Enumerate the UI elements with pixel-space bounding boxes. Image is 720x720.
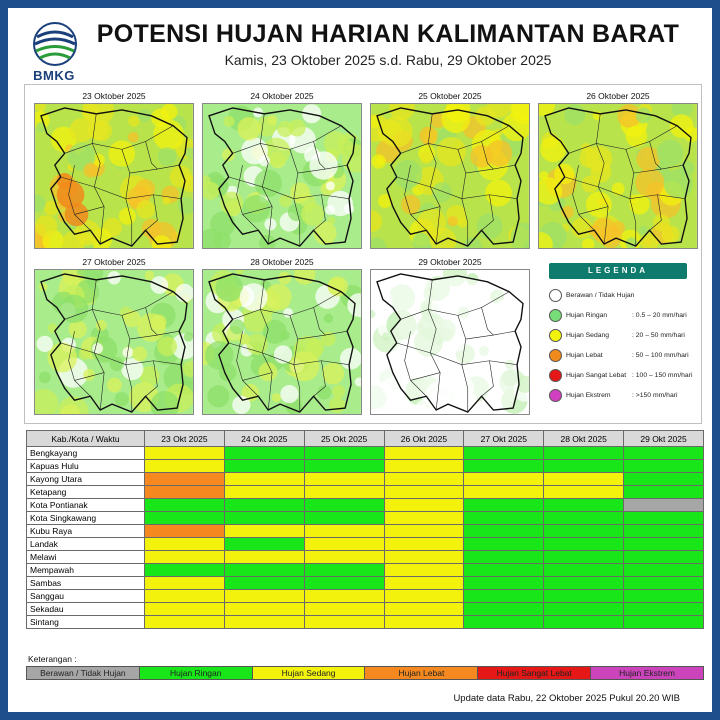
rain-field-patch (540, 137, 565, 162)
forecast-map-svg (34, 103, 194, 249)
rain-field-patch (107, 378, 122, 393)
forecast-cell (624, 590, 704, 603)
forecast-cell (464, 603, 544, 616)
region-name: Mempawah (27, 564, 145, 577)
heavy-rain-patch (65, 203, 89, 227)
rain-field-patch (309, 151, 337, 179)
forecast-cell (304, 512, 384, 525)
forecast-cell (384, 577, 464, 590)
forecast-cell (145, 590, 225, 603)
legend-swatch (549, 349, 562, 362)
region-name: Bengkayang (27, 447, 145, 460)
keterangan-label: Keterangan : (28, 654, 77, 664)
rain-field-patch (382, 333, 390, 341)
forecast-cell (224, 577, 304, 590)
legend-item-name: Hujan Sangat Lebat (566, 372, 627, 379)
rain-field-patch (259, 362, 278, 381)
rain-field-patch (393, 160, 422, 189)
rain-field-patch (626, 125, 648, 147)
forecast-map (34, 257, 194, 415)
rain-field-patch (301, 203, 324, 226)
forecast-cell (624, 486, 704, 499)
forecast-cell (624, 473, 704, 486)
forecast-cell (384, 616, 464, 629)
region-name: Kota Singkawang (27, 512, 145, 525)
legend-item-name: Hujan Ekstrem (566, 392, 611, 399)
forecast-cell (224, 460, 304, 473)
forecast-map-date: 26 Oktober 2025 (586, 91, 650, 101)
region-name: Sintang (27, 616, 145, 629)
forecast-cell (224, 486, 304, 499)
table-row (27, 525, 704, 538)
forecast-cell (304, 564, 384, 577)
rain-field-patch (477, 213, 503, 239)
rain-field-patch (485, 180, 512, 207)
forecast-cell (544, 447, 624, 460)
forecast-map (370, 91, 530, 249)
region-name: Landak (27, 538, 145, 551)
legend-item (547, 329, 695, 343)
rain-table (26, 430, 704, 629)
forecast-cell (304, 486, 384, 499)
update-info: Update data Rabu, 22 Oktober 2025 Pukul 20.20 WIB (453, 693, 680, 704)
forecast-cell (624, 577, 704, 590)
rain-field-patch (35, 215, 57, 237)
forecast-cell (544, 564, 624, 577)
forecast-map (370, 257, 530, 415)
table-row (27, 551, 704, 564)
legend-item-name: Hujan Ringan (566, 312, 608, 319)
rain-field-patch (224, 116, 235, 127)
table-row (27, 447, 704, 460)
forecast-cell (145, 447, 225, 460)
forecast-map-svg (34, 269, 194, 415)
forecast-map (202, 91, 362, 249)
rain-field-patch (653, 214, 670, 231)
forecast-cell (384, 551, 464, 564)
rain-field-patch (564, 104, 585, 125)
forecast-cell (544, 473, 624, 486)
legend-swatch (549, 309, 562, 322)
forecast-cell (304, 525, 384, 538)
table-row (27, 460, 704, 473)
rain-field-patch (636, 147, 660, 171)
keterangan-item: Hujan Sedang (253, 667, 366, 679)
legend-item-range: : 0.5 – 20 mm/hari (632, 312, 687, 319)
forecast-cell (224, 447, 304, 460)
forecast-map-svg (370, 103, 530, 249)
forecast-map-svg (202, 103, 362, 249)
forecast-cell (464, 551, 544, 564)
legend-item (547, 369, 695, 383)
forecast-cell (145, 499, 225, 512)
rain-field-patch (184, 332, 193, 341)
forecast-cell (624, 512, 704, 525)
rain-field-patch (401, 195, 420, 214)
forecast-cell (544, 499, 624, 512)
forecast-cell (145, 473, 225, 486)
rain-field-patch (237, 117, 260, 140)
rain-field-patch (83, 163, 98, 178)
rain-field-patch (290, 182, 310, 202)
region-name: Melawi (27, 551, 145, 564)
rain-field-patch (329, 397, 345, 413)
rain-field-patch (259, 155, 270, 166)
rain-field-patch (376, 157, 384, 165)
legend (547, 261, 692, 411)
forecast-map-svg (202, 269, 362, 415)
forecast-cell (145, 538, 225, 551)
forecast-map-date: 28 Oktober 2025 (250, 257, 314, 267)
rain-field-patch (83, 369, 95, 381)
legend-item-range: : 20 – 50 mm/hari (632, 332, 685, 339)
keterangan-bar (26, 666, 704, 680)
rain-field-patch (267, 115, 277, 125)
rain-field-patch (314, 222, 337, 245)
rain-field-patch (502, 112, 530, 141)
forecast-cell (145, 616, 225, 629)
page-title: POTENSI HUJAN HARIAN KALIMANTAN BARAT (96, 20, 680, 48)
keterangan-item: Hujan Sangat Lebat (478, 667, 591, 679)
forecast-cell (304, 577, 384, 590)
rain-field-patch (470, 145, 493, 168)
region-name: Sanggau (27, 590, 145, 603)
legend-item-range: : >150 mm/hari (632, 392, 678, 399)
forecast-cell (464, 512, 544, 525)
forecast-cell (224, 551, 304, 564)
region-name: Kayong Utara (27, 473, 145, 486)
region-name: Kubu Raya (27, 525, 145, 538)
forecast-cell (464, 590, 544, 603)
legend-item (547, 289, 695, 303)
legend-item (547, 389, 695, 403)
table-date-header: 29 Okt 2025 (624, 431, 704, 447)
forecast-cell (464, 460, 544, 473)
forecast-cell (544, 486, 624, 499)
forecast-cell (464, 473, 544, 486)
forecast-cell (145, 460, 225, 473)
forecast-cell (304, 551, 384, 564)
forecast-cell (224, 564, 304, 577)
forecast-cell (145, 577, 225, 590)
table-row (27, 577, 704, 590)
legend-swatch (549, 329, 562, 342)
forecast-map-svg (538, 103, 698, 249)
rain-field-patch (163, 197, 171, 205)
forecast-map (202, 257, 362, 415)
table-row (27, 590, 704, 603)
rain-field-patch (265, 284, 292, 311)
table-row (27, 499, 704, 512)
keterangan-item: Hujan Lebat (365, 667, 478, 679)
forecast-cell (145, 603, 225, 616)
rain-field-patch (157, 336, 177, 356)
forecast-cell (464, 538, 544, 551)
legend-swatch (549, 289, 562, 302)
forecast-cell (544, 512, 624, 525)
forecast-cell (464, 616, 544, 629)
rain-field-patch (37, 336, 53, 352)
rain-field-patch (447, 216, 457, 226)
rain-field-patch (280, 385, 298, 403)
forecast-cell (544, 538, 624, 551)
forecast-cell (624, 551, 704, 564)
forecast-cell (624, 538, 704, 551)
rain-field-patch (332, 385, 345, 398)
forecast-cell (224, 590, 304, 603)
forecast-cell (544, 525, 624, 538)
rain-field-patch (124, 310, 141, 327)
table-corner-header: Kab./Kota / Waktu (27, 431, 145, 447)
forecast-cell (544, 460, 624, 473)
forecast-map (34, 91, 194, 249)
forecast-cell (145, 525, 225, 538)
table-row (27, 512, 704, 525)
rain-field-patch (342, 139, 353, 150)
forecast-cell (384, 460, 464, 473)
forecast-cell (304, 590, 384, 603)
bmkg-logo-icon (32, 22, 78, 66)
forecast-cell (384, 473, 464, 486)
rain-field-patch (92, 343, 103, 354)
table-row (27, 603, 704, 616)
forecast-cell (384, 447, 464, 460)
forecast-cell (464, 577, 544, 590)
rain-field-patch (636, 108, 652, 124)
forecast-map-svg (370, 269, 530, 415)
forecast-cell (464, 564, 544, 577)
rain-field-patch (657, 140, 684, 167)
forecast-map-date: 24 Oktober 2025 (250, 91, 314, 101)
table-date-header: 24 Okt 2025 (224, 431, 304, 447)
rain-field-patch (142, 219, 162, 239)
table-row (27, 486, 704, 499)
forecast-cell (384, 512, 464, 525)
forecast-cell (464, 525, 544, 538)
table-date-header: 26 Okt 2025 (384, 431, 464, 447)
legend-title: LEGENDA (549, 263, 687, 279)
rain-field-patch (48, 323, 57, 332)
rain-field-patch (612, 183, 625, 196)
forecast-cell (544, 616, 624, 629)
rain-field-patch (44, 201, 59, 216)
forecast-cell (544, 577, 624, 590)
rain-field-patch (132, 347, 147, 362)
forecast-cell (224, 616, 304, 629)
forecast-cell (384, 590, 464, 603)
rain-field-patch (278, 272, 291, 285)
forecast-cell (544, 551, 624, 564)
forecast-cell (624, 447, 704, 460)
legend-item-range: : 100 – 150 mm/hari (632, 372, 693, 379)
region-name: Kapuas Hulu (27, 460, 145, 473)
forecast-cell (304, 447, 384, 460)
forecast-map (538, 91, 698, 249)
forecast-cell (624, 525, 704, 538)
rain-field-patch (322, 363, 344, 385)
legend-item (547, 309, 695, 323)
forecast-map-date: 29 Oktober 2025 (418, 257, 482, 267)
rain-field-patch (39, 371, 51, 383)
keterangan-item: Berawan / Tidak Hujan (27, 667, 140, 679)
rain-field-patch (586, 191, 612, 217)
rain-field-patch (110, 357, 124, 371)
forecast-cell (464, 447, 544, 460)
legend-item-name: Hujan Lebat (566, 352, 603, 359)
forecast-cell (384, 499, 464, 512)
legend-swatch (549, 369, 562, 382)
rain-field-patch (145, 271, 155, 281)
table-date-header: 27 Okt 2025 (464, 431, 544, 447)
rain-field-patch (158, 147, 177, 166)
rain-field-patch (635, 168, 664, 197)
forecast-map-date: 27 Oktober 2025 (82, 257, 146, 267)
map-panel (24, 84, 702, 424)
forecast-cell (304, 616, 384, 629)
forecast-cell (624, 499, 704, 512)
forecast-cell (384, 538, 464, 551)
rain-field-patch (277, 121, 293, 137)
rain-field-patch (326, 181, 335, 190)
rain-field-patch (272, 393, 281, 402)
forecast-cell (304, 603, 384, 616)
rain-field-patch (207, 385, 229, 407)
forecast-cell (624, 460, 704, 473)
forecast-cell (624, 603, 704, 616)
rain-field-patch (283, 308, 293, 318)
table-date-header: 25 Okt 2025 (304, 431, 384, 447)
rain-field-patch (69, 320, 87, 338)
forecast-map-date: 23 Oktober 2025 (82, 91, 146, 101)
forecast-cell (304, 473, 384, 486)
legend-swatch (549, 389, 562, 402)
rain-field-patch (571, 217, 592, 238)
rain-field-patch (432, 182, 452, 202)
rain-field-patch (670, 114, 694, 138)
rain-field-patch (128, 132, 139, 143)
rain-field-patch (279, 194, 292, 207)
forecast-cell (224, 603, 304, 616)
forecast-cell (224, 512, 304, 525)
rain-field-patch (151, 314, 167, 330)
rain-field-patch (213, 232, 231, 249)
rain-field-patch (136, 200, 155, 219)
rain-field-patch (175, 284, 193, 302)
rain-field-patch (280, 330, 290, 340)
forecast-cell (544, 603, 624, 616)
rain-field-patch (289, 351, 319, 381)
rain-field-patch (119, 208, 136, 225)
table-row (27, 538, 704, 551)
forecast-cell (304, 460, 384, 473)
forecast-cell (544, 590, 624, 603)
rain-field-patch (254, 170, 282, 198)
keterangan-item: Hujan Ekstrem (591, 667, 703, 679)
rain-field-patch (436, 137, 465, 166)
forecast-cell (624, 616, 704, 629)
table-row (27, 473, 704, 486)
forecast-cell (145, 512, 225, 525)
forecast-cell (384, 486, 464, 499)
forecast-cell (145, 551, 225, 564)
rain-field-patch (109, 140, 135, 166)
forecast-cell (384, 564, 464, 577)
legend-item-name: Berawan / Tidak Hujan (566, 292, 635, 299)
forecast-cell (464, 486, 544, 499)
rain-field-patch (441, 104, 470, 133)
rain-field-patch (128, 115, 139, 126)
forecast-cell (145, 564, 225, 577)
forecast-cell (224, 499, 304, 512)
forecast-cell (224, 538, 304, 551)
forecast-cell (304, 499, 384, 512)
region-name: Sekadau (27, 603, 145, 616)
forecast-cell (224, 525, 304, 538)
page-subtitle: Kamis, 23 Oktober 2025 s.d. Rabu, 29 Oktober 2025 (224, 52, 552, 68)
rain-field-patch (420, 151, 432, 163)
forecast-map-date: 25 Oktober 2025 (418, 91, 482, 101)
forecast-cell (224, 473, 304, 486)
legend-item-name: Hujan Sedang (566, 332, 610, 339)
forecast-cell (304, 538, 384, 551)
keterangan-item: Hujan Ringan (140, 667, 253, 679)
forecast-cell (145, 486, 225, 499)
infographic-frame (8, 8, 712, 712)
region-name: Sambas (27, 577, 145, 590)
rain-field-patch (161, 104, 177, 120)
region-name: Ketapang (27, 486, 145, 499)
forecast-cell (464, 499, 544, 512)
forecast-cell (624, 564, 704, 577)
bmkg-logo (24, 20, 84, 84)
table-date-header: 28 Okt 2025 (544, 431, 624, 447)
region-name: Kota Pontianak (27, 499, 145, 512)
rain-field-patch (324, 314, 333, 323)
table-row (27, 616, 704, 629)
table-row (27, 564, 704, 577)
legend-item (547, 349, 695, 363)
forecast-cell (384, 525, 464, 538)
rain-field-patch (70, 118, 94, 142)
rain-field-patch (115, 392, 129, 406)
forecast-cell (384, 603, 464, 616)
rain-field-patch (96, 320, 107, 331)
table-date-header: 23 Okt 2025 (145, 431, 225, 447)
logo-text: BMKG (33, 68, 75, 83)
legend-item-range: : 50 – 100 mm/hari (632, 352, 689, 359)
